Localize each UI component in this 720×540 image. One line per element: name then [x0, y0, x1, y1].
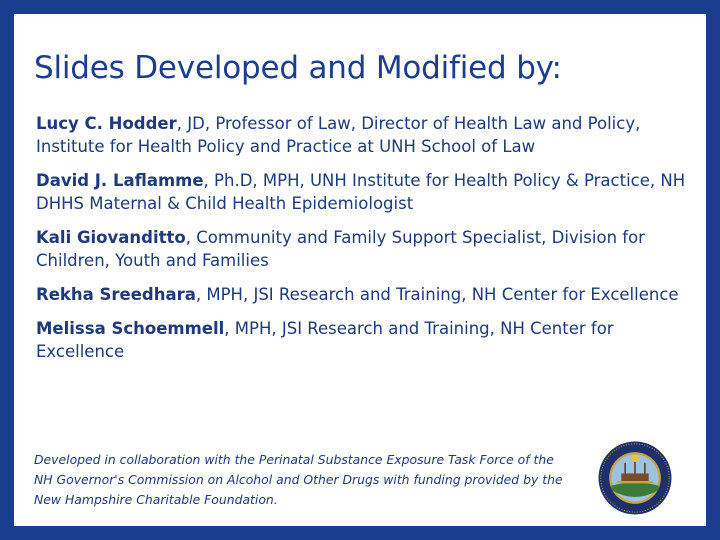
credit-name: Kali Giovanditto	[36, 228, 186, 247]
credit-name: Rekha Sreedhara	[36, 285, 196, 304]
credit-details: , MPH, JSI Research and Training, NH Center for Excellence	[195, 285, 679, 304]
credit-name: David J. Laflamme	[36, 171, 204, 190]
seal-mast	[644, 463, 646, 474]
credit-item	[36, 226, 686, 272]
credit-details: , Ph.D, MPH, UNH Institute for Health Policy & Practice, NH DHHS Maternal & Child Health Epidemiologist	[36, 171, 686, 213]
footer-line: Developed in collaboration with the Perinatal Substance Exposure Task Force of the	[34, 452, 554, 467]
credit-details: , Community and Family Support Specialist, Division for Children, Youth and Families	[36, 228, 645, 270]
seal-sun	[631, 454, 639, 462]
nh-state-seal-icon	[597, 440, 673, 516]
seal-dock	[617, 481, 653, 483]
credit-item	[36, 283, 686, 306]
credit-item	[36, 169, 686, 215]
credit-name: Melissa Schoemmell	[36, 319, 225, 338]
footer-note	[34, 450, 594, 510]
credit-item	[36, 317, 686, 363]
credit-name: Lucy C. Hodder	[36, 114, 177, 133]
seal-ship-hull	[621, 473, 648, 481]
credit-details: , MPH, JSI Research and Training, NH Center for Excellence	[36, 319, 614, 361]
credits-list	[36, 112, 686, 374]
slide-title: Slides Developed and Modified by:	[34, 50, 562, 86]
footer-line: NH Governor's Commission on Alcohol and Other Drugs with funding provided by the	[34, 472, 563, 487]
slide	[14, 14, 706, 526]
footer-line: New Hampshire Charitable Foundation.	[34, 492, 278, 507]
credit-details: , JD, Professor of Law, Director of Health Law and Policy, Institute for Health Policy and Practice at UNH School of Law	[36, 114, 641, 156]
credit-item	[36, 112, 686, 158]
seal-mast	[624, 463, 626, 474]
